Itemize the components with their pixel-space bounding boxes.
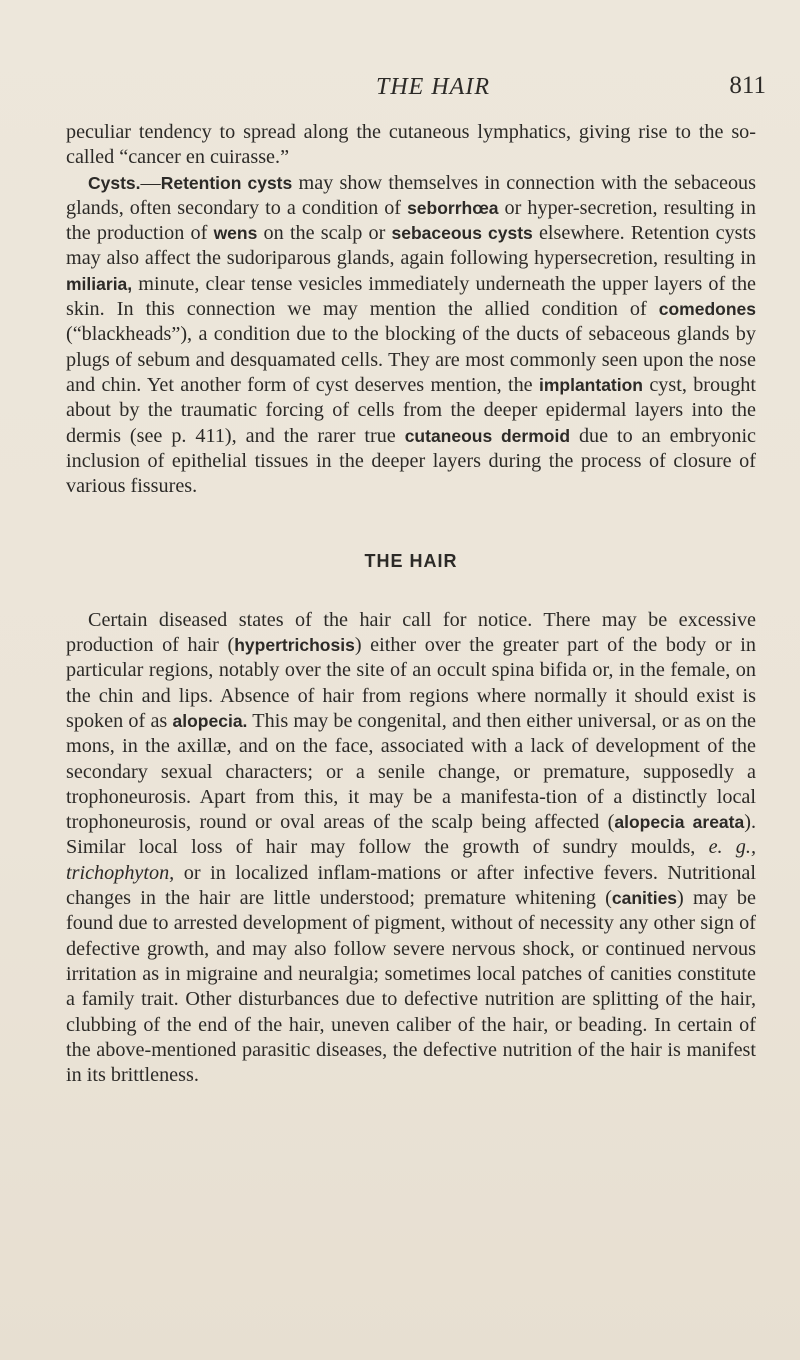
- section-heading: THE HAIR: [364, 551, 458, 572]
- text-run: cyst, brought about by the traumatic forcing of cells from the deeper epidermal layers into the dermis (see p. 411), and the rarer true: [66, 373, 756, 447]
- paragraph-text: peculiar tendency to spread along the cutaneous lymphatics, giving rise to the so-called “cancer en cuirasse.”: [66, 121, 756, 169]
- term-alopecia-areata: alopecia areata: [614, 812, 745, 833]
- text-block: [66, 120, 756, 1088]
- term-canities: canities: [611, 888, 678, 909]
- term-retention-cysts: Retention cysts: [160, 172, 293, 193]
- paragraph-cysts: [66, 171, 756, 500]
- term-seborrhoea: seborrhœa: [407, 197, 499, 218]
- page-number: 811: [729, 72, 766, 99]
- text-run: elsewhere. Retention cysts may also affect the sudoriparous glands, again following hypersecretion, resulting in: [66, 222, 756, 270]
- term-miliaria: miliaria,: [66, 273, 133, 294]
- text-run: —: [140, 171, 161, 194]
- text-run: (“blackheads”), a condition due to the blocking of the ducts of sebaceous glands by plugs of sebum and desquamated cells. They are most commonly seen upon the nose and chin. Yet another form of cyst deserves mention, the: [66, 323, 756, 396]
- text-run: ). Similar local loss of hair may follow the growth of sundry moulds,: [66, 811, 756, 859]
- text-run: due to an embryonic inclusion of epithelial tissues in the deeper layers during the process of closure of various fissures.: [66, 424, 757, 498]
- running-head: [100, 70, 766, 106]
- text-run: minute, clear tense vesicles immediately underneath the upper layers of the skin. In this connection we may mention the allied condition of: [66, 272, 756, 321]
- term-sebaceous-cysts: sebaceous cysts: [391, 223, 533, 244]
- text-run: on the scalp or: [257, 222, 392, 245]
- run-in-heading: Cysts.: [88, 172, 141, 193]
- term-alopecia: alopecia.: [172, 710, 248, 731]
- running-title: THE HAIR: [376, 74, 490, 100]
- text-run: This may be congenital, and then either universal, or as on the mons, in the axillæ, and on the face, associated with a lack of development of the secondary sexual characters; or a senile change, or premature, supposedly a trophoneurosis. Apart from this, it may be a manifesta-tion of a distinctly local trophoneurosis, round or oval areas of the scalp being affected (: [66, 709, 756, 834]
- paragraph-continued: [66, 120, 756, 171]
- text-run: ) either over the greater part of the body or in particular regions, notably over the site of an occult spina bifida or, in the female, on the chin and lips. Absence of hair from regions where normally it should exist is spoken of as: [66, 634, 756, 732]
- text-run: or hyper-secretion, resulting in the production of: [66, 196, 756, 245]
- term-hypertrichosis: hypertrichosis: [234, 635, 355, 656]
- term-wens: wens: [213, 223, 258, 244]
- term-implantation: implantation: [538, 374, 643, 395]
- term-cutaneous-dermoid: cutaneous dermoid: [404, 425, 571, 446]
- text-run: may show themselves in connection with the sebaceous glands, often secondary to a condition of: [66, 171, 756, 219]
- text-run: Certain diseased states of the hair call for notice. There may be excessive production of hair (: [66, 608, 756, 657]
- term-comedones: comedones: [658, 299, 756, 320]
- text-run: ) may be found due to arrested development of pigment, without of necessity any other sign of defective growth, and may also follow severe nervous shock, or continued nervous irritation as in migraine and neuralgia; sometimes local patches of canities constitute a family trait. Other disturbances due to defective nutrition are splitting of the hair, clubbing of the end of the hair, uneven caliber of the hair, or beading. In certain of the above-mentioned parasitic diseases, the defective nutrition of the hair is manifest in its brittleness.: [66, 887, 756, 1087]
- italic-trichophyton: e. g., trichophyton,: [66, 836, 756, 884]
- paragraph-hair: [66, 608, 756, 1089]
- text-run: or in localized inflam-mations or after infective fevers. Nutritional changes in the hair are little understood; premature whitening (: [66, 861, 756, 910]
